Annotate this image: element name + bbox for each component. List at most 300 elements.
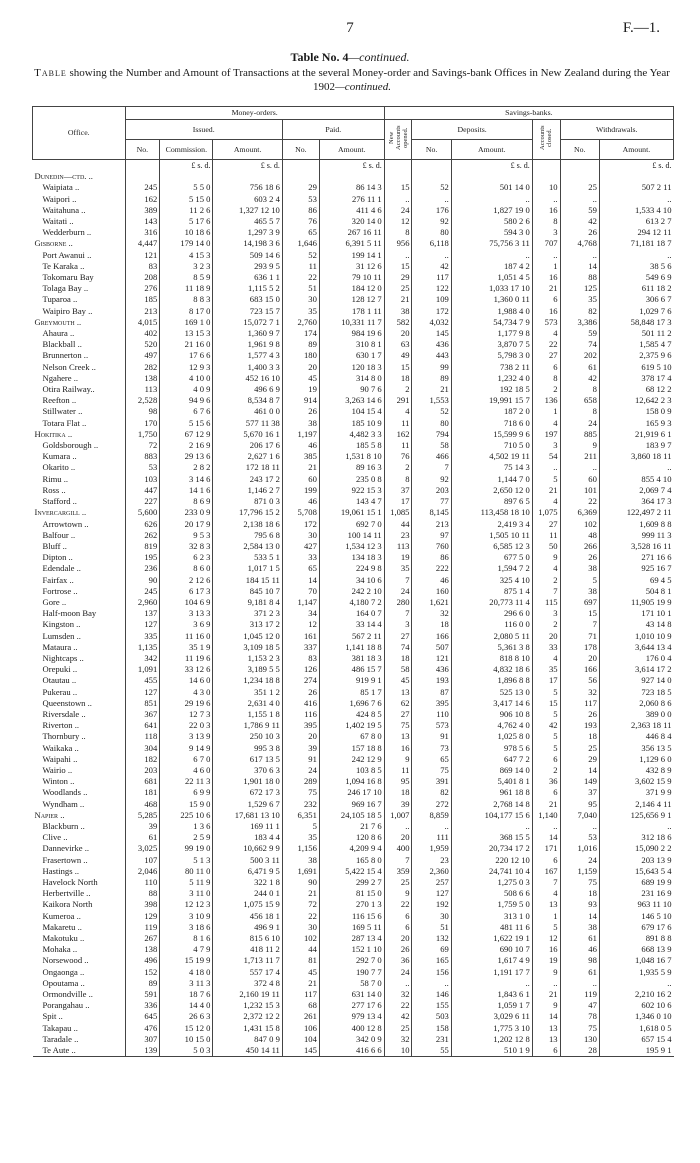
cell-new-accounts: 42	[384, 1011, 412, 1022]
cell-new-accounts: 74	[384, 642, 412, 653]
cell-withdrawals-amount: 38 5 6	[599, 261, 673, 272]
cell-issued-amount: 2,627 1 6	[213, 451, 282, 462]
cell-commission: 3 18 6	[160, 922, 213, 933]
cell-issued-no: 103	[125, 474, 160, 485]
cell-paid-no: 12	[282, 619, 319, 630]
cell-issued-amount: 313 17 2	[213, 619, 282, 630]
table-row	[33, 507, 674, 518]
cell-paid-amount: 4,482 3 3	[319, 429, 384, 440]
cell-withdrawals-no: 29	[560, 754, 599, 765]
cell-issued-no: 182	[125, 754, 160, 765]
cell-withdrawals-amount: 15,090 2 2	[599, 843, 673, 854]
cell-office: Waitati ..	[42, 216, 74, 227]
cell-issued-no: 4,015	[125, 317, 160, 328]
cell-withdrawals-no: ..	[560, 250, 599, 261]
cell-paid-amount: 310 8 1	[319, 339, 384, 350]
cell-deposits-amount: 1,827 19 0	[451, 205, 532, 216]
cell-deposits-amount: 20,773 11 4	[451, 597, 532, 608]
cell-paid-amount: 90 7 6	[319, 384, 384, 395]
cell-issued-no: 127	[125, 619, 160, 630]
cell-new-accounts: ..	[384, 250, 412, 261]
cell-issued-no: 1,091	[125, 664, 160, 675]
cell-issued-amount: 1,327 12 10	[213, 205, 282, 216]
cell-deposits-no: 172	[412, 306, 451, 317]
cell-deposits-amount: ..	[451, 250, 532, 261]
cell-accounts-closed	[532, 171, 560, 182]
cell-issued-no: 113	[125, 384, 160, 395]
cell-office: Woodlands ..	[42, 787, 88, 798]
cell-commission: 3 2 3	[160, 261, 213, 272]
cell-office: Port Awanui ..	[42, 249, 92, 260]
cell-deposits-no: 55	[412, 1045, 451, 1057]
cell-paid-amount: 631 14 0	[319, 989, 384, 1000]
cell-accounts-closed: 33	[532, 642, 560, 653]
cell-deposits-no: 21	[412, 384, 451, 395]
cell-deposits-amount: 1,988 4 0	[451, 306, 532, 317]
cell-deposits-amount: 24,741 10 4	[451, 866, 532, 877]
cell-paid-amount: 19,061 15 1	[319, 507, 384, 518]
cell-deposits-no: 507	[412, 642, 451, 653]
table-row	[33, 1034, 674, 1045]
table-row	[33, 597, 674, 608]
cell-withdrawals-amount: 69 4 5	[599, 575, 673, 586]
cell-new-accounts: 7	[384, 855, 412, 866]
cell-issued-amount: 1,360 9 7	[213, 328, 282, 339]
cell-deposits-no: 231	[412, 1034, 451, 1045]
cell-paid-amount: 33 14 4	[319, 619, 384, 630]
cell-commission: 8 5 9	[160, 272, 213, 283]
cell-new-accounts: 24	[384, 205, 412, 216]
cell-office: Makaretu ..	[42, 921, 82, 932]
cell-accounts-closed: 20	[532, 631, 560, 642]
cell-new-accounts: 76	[384, 451, 412, 462]
cell-commission: 6 7 0	[160, 754, 213, 765]
cell-deposits-amount: 508 6 6	[451, 888, 532, 899]
cell-deposits-no: 92	[412, 474, 451, 485]
cell-office: Te Karaka ..	[42, 260, 85, 271]
cell-issued-no	[125, 171, 160, 182]
cell-paid-amount: 184 12 0	[319, 283, 384, 294]
cell-withdrawals-amount: 723 18 5	[599, 687, 673, 698]
cell-office: Winton ..	[42, 776, 75, 787]
table-row	[33, 922, 674, 933]
cell-withdrawals-no: 22	[560, 496, 599, 507]
cell-issued-no: 90	[125, 575, 160, 586]
document-reference: F.—1.	[622, 20, 660, 36]
cell-deposits-no: 23	[412, 855, 451, 866]
cell-issued-amount: 1,075 15 9	[213, 899, 282, 910]
cell-withdrawals-no: 78	[560, 1011, 599, 1022]
cell-office: Riversdale ..	[42, 708, 86, 719]
cell-paid-no: 145	[282, 1045, 319, 1057]
cell-new-accounts: 13	[384, 731, 412, 742]
cell-commission: 10 15 0	[160, 1034, 213, 1045]
cell-withdrawals-amount: 3,614 17 2	[599, 664, 673, 675]
cell-withdrawals-amount: 203 13 9	[599, 855, 673, 866]
cell-deposits-no: 160	[412, 586, 451, 597]
cell-withdrawals-no: 95	[560, 799, 599, 810]
cell-withdrawals-no: 130	[560, 1034, 599, 1045]
cell-issued-no: 203	[125, 765, 160, 776]
cell-withdrawals-no: 38	[560, 563, 599, 574]
cell-issued-amount: 2,138 18 6	[213, 519, 282, 530]
table-row	[33, 832, 674, 843]
cell-commission: 10 18 6	[160, 227, 213, 238]
cell-deposits-amount: 690 10 7	[451, 944, 532, 955]
cell-deposits-amount: 1,059 1 7	[451, 1000, 532, 1011]
table-row	[33, 709, 674, 720]
table-row	[33, 899, 674, 910]
cell-commission: 6 7 6	[160, 406, 213, 417]
cell-new-accounts: 38	[384, 306, 412, 317]
cell-new-accounts: 20	[384, 933, 412, 944]
cell-paid-no: 89	[282, 339, 319, 350]
cell-deposits-amount: 1,617 4 9	[451, 955, 532, 966]
table-row	[33, 787, 674, 798]
cell-withdrawals-no: 14	[560, 911, 599, 922]
cell-office: Otira Railway..	[42, 384, 95, 395]
cell-deposits-amount: 580 2 6	[451, 216, 532, 227]
cell-paid-no: 117	[282, 989, 319, 1000]
cell-issued-amount: 871 0 3	[213, 496, 282, 507]
cell-new-accounts: 7	[384, 608, 412, 619]
cell-withdrawals-no: 61	[560, 933, 599, 944]
cell-office: Tokomaru Bay	[42, 272, 94, 283]
cell-deposits-no: 443	[412, 350, 451, 361]
cell-withdrawals-no: 47	[560, 1000, 599, 1011]
cell-paid-amount: 152 1 10	[319, 944, 384, 955]
cell-withdrawals-no: 1,159	[560, 866, 599, 877]
cell-issued-no: 468	[125, 799, 160, 810]
cell-withdrawals-amount: 68 12 2	[599, 384, 673, 395]
cell-office: Waipahi ..	[42, 753, 78, 764]
cell-office: Kingston ..	[42, 619, 81, 630]
cell-withdrawals-amount: 1,346 0 10	[599, 1011, 673, 1022]
cell-paid-amount: 164 0 7	[319, 608, 384, 619]
cell-withdrawals-no: 28	[560, 1045, 599, 1057]
cell-accounts-closed: 573	[532, 317, 560, 328]
cell-issued-no: 307	[125, 1034, 160, 1045]
cell-deposits-amount: 187 4 2	[451, 261, 532, 272]
cell-office: Balfour ..	[42, 529, 76, 540]
cell-deposits-amount: 1,144 7 0	[451, 474, 532, 485]
cell-paid-amount: 1,696 7 6	[319, 698, 384, 709]
cell-commission: 5 17 6	[160, 216, 213, 227]
cell-withdrawals-no: 60	[560, 474, 599, 485]
cell-withdrawals-amount: 1,935 5 9	[599, 967, 673, 978]
cell-commission: 3 13 3	[160, 608, 213, 619]
cell-commission: 20 17 9	[160, 519, 213, 530]
cell-deposits-amount: 1,025 8 0	[451, 731, 532, 742]
cell-paid-no: 22	[282, 272, 319, 283]
cell-paid-no: 90	[282, 877, 319, 888]
cell-withdrawals-amount: 891 8 8	[599, 933, 673, 944]
cell-issued-amount: 465 5 7	[213, 216, 282, 227]
cell-commission: 2 16 9	[160, 440, 213, 451]
cell-paid-amount: 424 8 5	[319, 709, 384, 720]
cell-issued-amount: 2,372 12 2	[213, 1011, 282, 1022]
cell-withdrawals-amount: ..	[599, 194, 673, 205]
cell-office: Takapau ..	[42, 1022, 78, 1033]
cell-accounts-closed: 6	[532, 754, 560, 765]
cell-deposits-no	[412, 171, 451, 182]
cell-paid-no: 44	[282, 944, 319, 955]
cell-deposits-no: ..	[412, 821, 451, 832]
cell-deposits-no: 97	[412, 530, 451, 541]
cell-withdrawals-amount: 549 6 9	[599, 272, 673, 283]
cell-issued-amount: 10,662 9 9	[213, 843, 282, 854]
cell-withdrawals-amount: 176 0 4	[599, 653, 673, 664]
cell-issued-amount: 183 4 4	[213, 832, 282, 843]
cell-issued-no: 170	[125, 418, 160, 429]
cell-deposits-no: 117	[412, 272, 451, 283]
cell-withdrawals-no: 38	[560, 922, 599, 933]
table-row	[33, 653, 674, 664]
cell-issued-no: 88	[125, 888, 160, 899]
cell-office: Riverton ..	[42, 720, 80, 731]
cell-issued-no: 641	[125, 720, 160, 731]
cell-paid-no: 172	[282, 519, 319, 530]
cell-commission: 11 2 6	[160, 205, 213, 216]
cell-new-accounts: 6	[384, 911, 412, 922]
table-row	[33, 743, 674, 754]
cell-accounts-closed: ..	[532, 250, 560, 261]
cell-paid-amount: 984 19 6	[319, 328, 384, 339]
cell-commission: 26 6 3	[160, 1011, 213, 1022]
cell-issued-amount: 756 18 6	[213, 182, 282, 193]
cell-deposits-amount: 2,768 14 8	[451, 799, 532, 810]
table-row	[33, 765, 674, 776]
cell-new-accounts: 2	[384, 384, 412, 395]
cell-deposits-amount: ..	[451, 821, 532, 832]
cell-deposits-no: 156	[412, 967, 451, 978]
cell-withdrawals-amount: 71,181 18 7	[599, 238, 673, 249]
cell-office: Tolaga Bay ..	[42, 283, 89, 294]
cell-withdrawals-amount: 3,602 15 9	[599, 776, 673, 787]
cell-accounts-closed: 11	[532, 530, 560, 541]
table-row	[33, 978, 674, 989]
cell-issued-no: 39	[125, 821, 160, 832]
cell-withdrawals-no: 75	[560, 877, 599, 888]
cell-deposits-no: 257	[412, 877, 451, 888]
cell-withdrawals-no: 7,040	[560, 810, 599, 821]
cell-new-accounts: 26	[384, 944, 412, 955]
cell-new-accounts: 29	[384, 272, 412, 283]
cell-accounts-closed: 22	[532, 339, 560, 350]
header-savings-banks: Savings-banks.	[384, 107, 673, 120]
cell-withdrawals-amount	[599, 171, 673, 182]
cell-paid-no: 6,351	[282, 810, 319, 821]
cell-withdrawals-no: 15	[560, 608, 599, 619]
cell-commission: 5 5 0	[160, 182, 213, 193]
table-row	[33, 1045, 674, 1057]
cell-issued-no: 195	[125, 552, 160, 563]
cell-deposits-amount: 906 10 8	[451, 709, 532, 720]
cell-deposits-amount: 4,832 18 6	[451, 664, 532, 675]
cell-deposits-no: 92	[412, 216, 451, 227]
cell-office: Waipiro Bay ..	[42, 305, 93, 316]
cell-commission: 67 12 9	[160, 429, 213, 440]
cell-paid-amount: 416 6 6	[319, 1045, 384, 1057]
cell-deposits-amount	[451, 171, 532, 182]
cell-new-accounts: 582	[384, 317, 412, 328]
cell-withdrawals-no: 61	[560, 362, 599, 373]
cell-accounts-closed: 42	[532, 720, 560, 731]
cell-issued-amount: 2,160 19 11	[213, 989, 282, 1000]
cell-accounts-closed: 6	[532, 787, 560, 798]
cell-commission	[160, 171, 213, 182]
cell-deposits-amount: 510 1 9	[451, 1045, 532, 1057]
cell-accounts-closed: 6	[532, 855, 560, 866]
cell-deposits-amount: 818 8 10	[451, 653, 532, 664]
table-row	[33, 250, 674, 261]
cell-withdrawals-amount: 58,848 17 3	[599, 317, 673, 328]
cell-accounts-closed: ..	[532, 821, 560, 832]
cell-issued-no: 851	[125, 698, 160, 709]
cell-paid-no: 395	[282, 720, 319, 731]
cell-withdrawals-no: 102	[560, 519, 599, 530]
cell-new-accounts: 16	[384, 743, 412, 754]
cell-accounts-closed: 14	[532, 1011, 560, 1022]
cell-new-accounts: 11	[384, 765, 412, 776]
cell-paid-no: 34	[282, 608, 319, 619]
cell-new-accounts: 359	[384, 866, 412, 877]
cell-paid-no: 30	[282, 294, 319, 305]
table-row	[33, 283, 674, 294]
cell-paid-amount: 270 1 3	[319, 899, 384, 910]
cell-deposits-no: 503	[412, 1011, 451, 1022]
cell-new-accounts: 35	[384, 563, 412, 574]
cell-deposits-no: 75	[412, 765, 451, 776]
cell-withdrawals-amount: ..	[599, 250, 673, 261]
table-row	[33, 720, 674, 731]
cell-new-accounts: 27	[384, 631, 412, 642]
cell-office: Wyndham ..	[42, 798, 85, 809]
cell-office: Nightcaps ..	[42, 652, 84, 663]
cell-new-accounts: 37	[384, 485, 412, 496]
cell-issued-amount	[213, 171, 282, 182]
cell-withdrawals-no: 211	[560, 451, 599, 462]
cell-accounts-closed: 197	[532, 429, 560, 440]
cell-deposits-amount: 875 1 4	[451, 586, 532, 597]
cell-issued-no: 121	[125, 250, 160, 261]
cell-commission: 35 1 9	[160, 642, 213, 653]
cell-deposits-amount: 1,505 10 11	[451, 530, 532, 541]
cell-deposits-amount: 647 7 2	[451, 754, 532, 765]
cell-commission: 5 11 9	[160, 877, 213, 888]
cell-paid-amount: 3,263 14 6	[319, 395, 384, 406]
cell-commission: 6 17 3	[160, 586, 213, 597]
cell-accounts-closed: 1	[532, 406, 560, 417]
cell-paid-no: 26	[282, 406, 319, 417]
cell-issued-no: 626	[125, 519, 160, 530]
table-row	[33, 519, 674, 530]
cell-new-accounts: 1,085	[384, 507, 412, 518]
cell-withdrawals-no: 25	[560, 743, 599, 754]
cell-accounts-closed: 4	[532, 563, 560, 574]
cell-paid-amount: 100 14 11	[319, 530, 384, 541]
cell-office: Opoutama ..	[42, 977, 85, 988]
cell-accounts-closed: 3	[532, 440, 560, 451]
cell-new-accounts: 4	[384, 406, 412, 417]
cell-office: Otautau ..	[42, 675, 77, 686]
header-paid-no: No.	[282, 140, 319, 160]
cell-issued-no: 389	[125, 205, 160, 216]
cell-deposits-amount: 3,029 6 11	[451, 1011, 532, 1022]
cell-issued-amount: 845 10 7	[213, 586, 282, 597]
cell-deposits-amount: 1,275 0 3	[451, 877, 532, 888]
cell-paid-no: 60	[282, 474, 319, 485]
cell-withdrawals-no: 18	[560, 731, 599, 742]
cell-withdrawals-amount: 15,643 5 4	[599, 866, 673, 877]
cell-office: Te Aute ..	[33, 1045, 126, 1057]
cell-paid-amount: 190 7 7	[319, 967, 384, 978]
cell-issued-no: 2,528	[125, 395, 160, 406]
units-deposits-no	[412, 160, 451, 172]
cell-accounts-closed: 21	[532, 485, 560, 496]
cell-deposits-amount: ..	[451, 194, 532, 205]
cell-deposits-amount: 368 15 5	[451, 832, 532, 843]
cell-commission: 4 18 0	[160, 967, 213, 978]
cell-deposits-no: 794	[412, 429, 451, 440]
cell-paid-no: 26	[282, 687, 319, 698]
cell-deposits-no: 109	[412, 294, 451, 305]
cell-deposits-amount: 75 14 3	[451, 462, 532, 473]
cell-issued-amount: 1,297 3 9	[213, 227, 282, 238]
cell-office: Gisborne ..	[34, 238, 73, 249]
cell-paid-amount: 299 2 7	[319, 877, 384, 888]
cell-withdrawals-amount: 507 2 11	[599, 182, 673, 193]
cell-deposits-amount: 3,870 7 5	[451, 339, 532, 350]
cell-withdrawals-no: 42	[560, 216, 599, 227]
cell-paid-amount: 1,402 19 5	[319, 720, 384, 731]
cell-withdrawals-no: 48	[560, 530, 599, 541]
table-row	[33, 989, 674, 1000]
cell-issued-no: 118	[125, 731, 160, 742]
cell-commission: 4 6 0	[160, 765, 213, 776]
caption-cont: —continued.	[335, 81, 391, 93]
cell-withdrawals-no: 26	[560, 227, 599, 238]
cell-paid-amount: 267 16 11	[319, 227, 384, 238]
cell-withdrawals-no: 149	[560, 776, 599, 787]
cell-deposits-no: 121	[412, 653, 451, 664]
cell-issued-amount: 617 13 5	[213, 754, 282, 765]
table-row	[33, 631, 674, 642]
cell-deposits-amount: 313 1 0	[451, 911, 532, 922]
cell-paid-no: 46	[282, 440, 319, 451]
cell-issued-amount: 1,400 3 3	[213, 362, 282, 373]
cell-deposits-amount: 869 14 0	[451, 765, 532, 776]
cell-commission: 11 19 6	[160, 653, 213, 664]
cell-office: Kaikora North	[42, 899, 93, 910]
cell-deposits-no: 8,145	[412, 507, 451, 518]
cell-commission: 225 10 6	[160, 810, 213, 821]
cell-commission: 5 15 6	[160, 418, 213, 429]
cell-paid-no: 1,147	[282, 597, 319, 608]
cell-withdrawals-no: 59	[560, 205, 599, 216]
cell-accounts-closed: 8	[532, 373, 560, 384]
cell-deposits-amount: 296 6 0	[451, 608, 532, 619]
cell-commission: 14 4 0	[160, 1000, 213, 1011]
table-row	[33, 563, 674, 574]
cell-commission: 8 8 3	[160, 294, 213, 305]
cell-paid-amount: 1,141 18 8	[319, 642, 384, 653]
cell-paid-amount: 242 12 9	[319, 754, 384, 765]
cell-deposits-no: 192	[412, 899, 451, 910]
cell-withdrawals-no: 885	[560, 429, 599, 440]
cell-paid-amount: 979 13 4	[319, 1011, 384, 1022]
cell-paid-amount: 567 2 11	[319, 631, 384, 642]
